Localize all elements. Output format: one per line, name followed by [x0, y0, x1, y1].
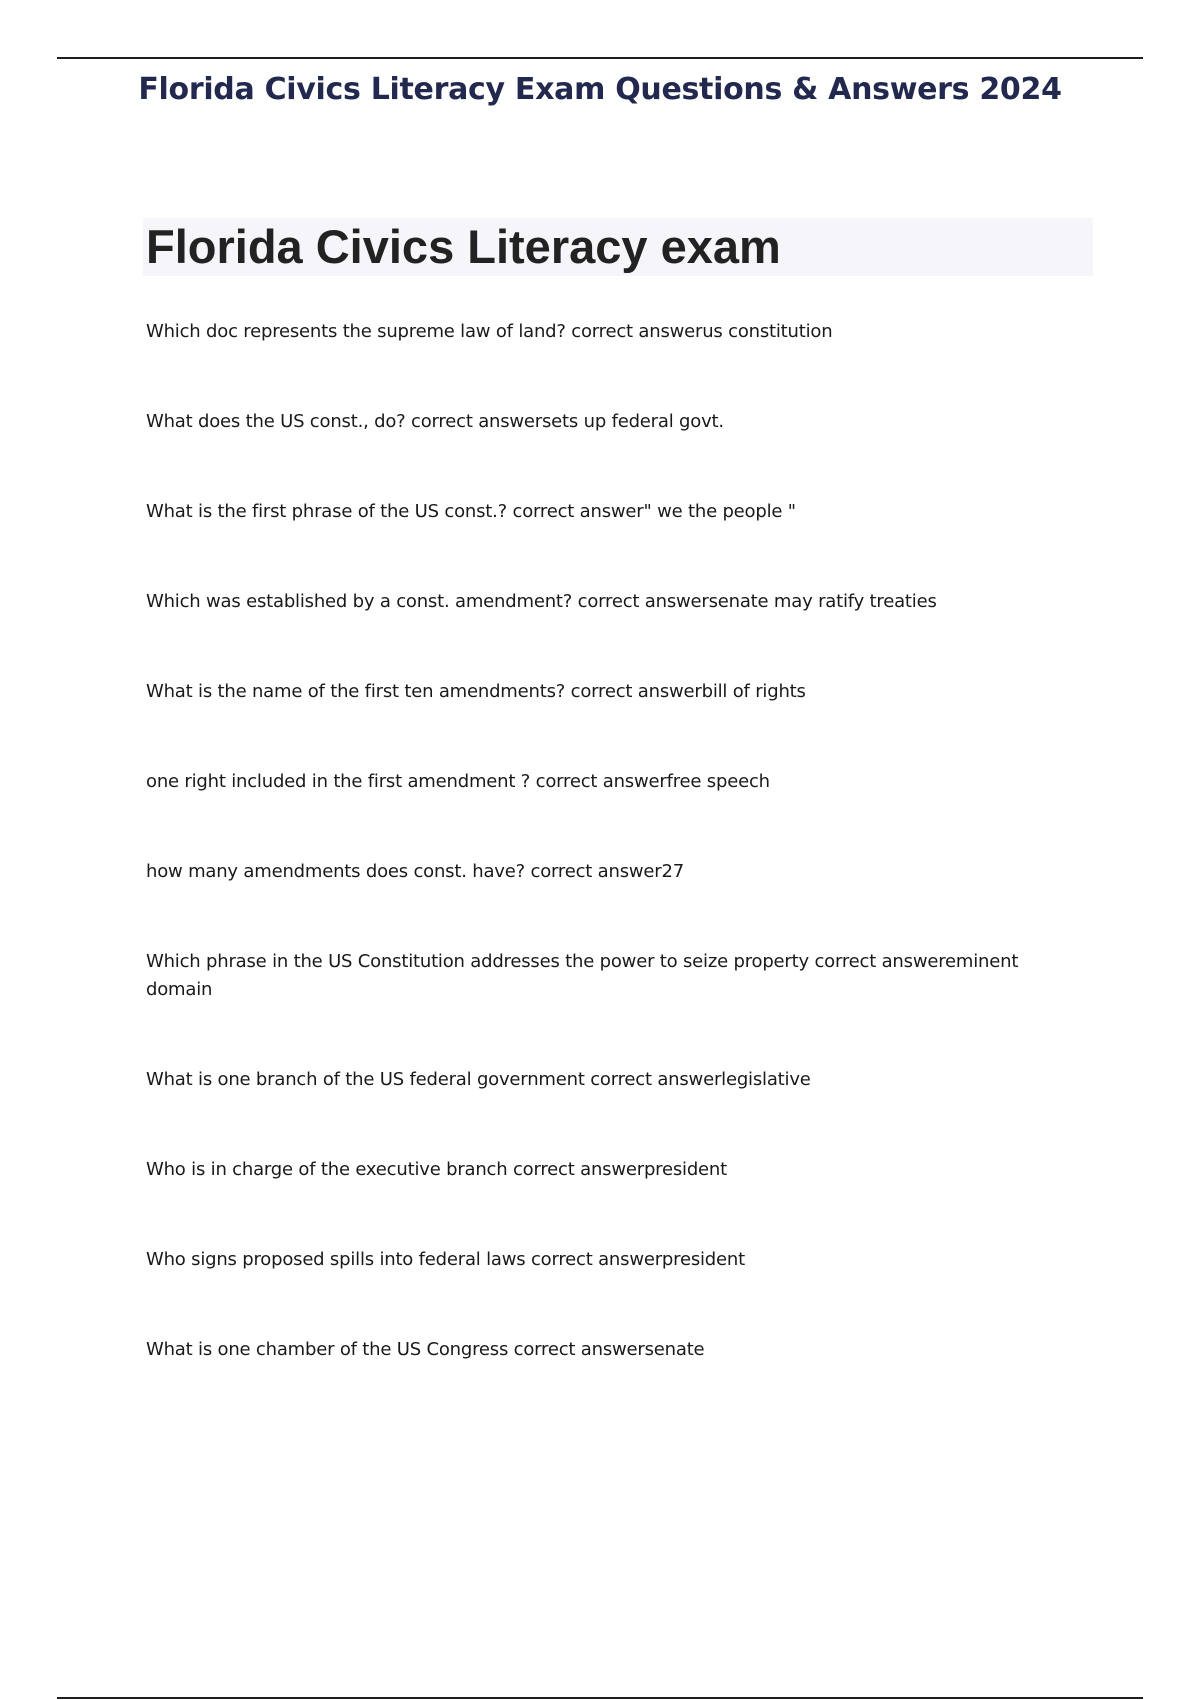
list-item: Which was established by a const. amendment? correct answersenate may ratify treaties — [146, 591, 937, 612]
document-header-title: Florida Civics Literacy Exam Questions & Answers 2024 — [138, 72, 1062, 107]
list-item: Who signs proposed spills into federal laws correct answerpresident — [146, 1249, 745, 1270]
list-item: What is the name of the first ten amendments? correct answerbill of rights — [146, 681, 806, 702]
list-item: What is one branch of the US federal government correct answerlegislative — [146, 1069, 811, 1090]
list-item: Which doc represents the supreme law of land? correct answerus constitution — [146, 321, 833, 342]
list-item: Who is in charge of the executive branch correct answerpresident — [146, 1159, 727, 1180]
list-item: one right included in the first amendment ? correct answerfree speech — [146, 771, 770, 792]
page-title: Florida Civics Literacy exam — [146, 220, 781, 273]
question-answer-list — [146, 318, 1046, 1426]
list-item: What is the first phrase of the US const.? correct answer" we the people " — [146, 501, 796, 522]
header-divider — [57, 57, 1143, 59]
list-item: Which phrase in the US Constitution addresses the power to seize property correct answereminent domain — [146, 951, 1019, 1000]
list-item: how many amendments does const. have? correct answer27 — [146, 861, 684, 882]
list-item: What does the US const., do? correct answersets up federal govt. — [146, 411, 724, 432]
footer-divider — [57, 1697, 1143, 1699]
list-item: What is one chamber of the US Congress correct answersenate — [146, 1339, 705, 1360]
